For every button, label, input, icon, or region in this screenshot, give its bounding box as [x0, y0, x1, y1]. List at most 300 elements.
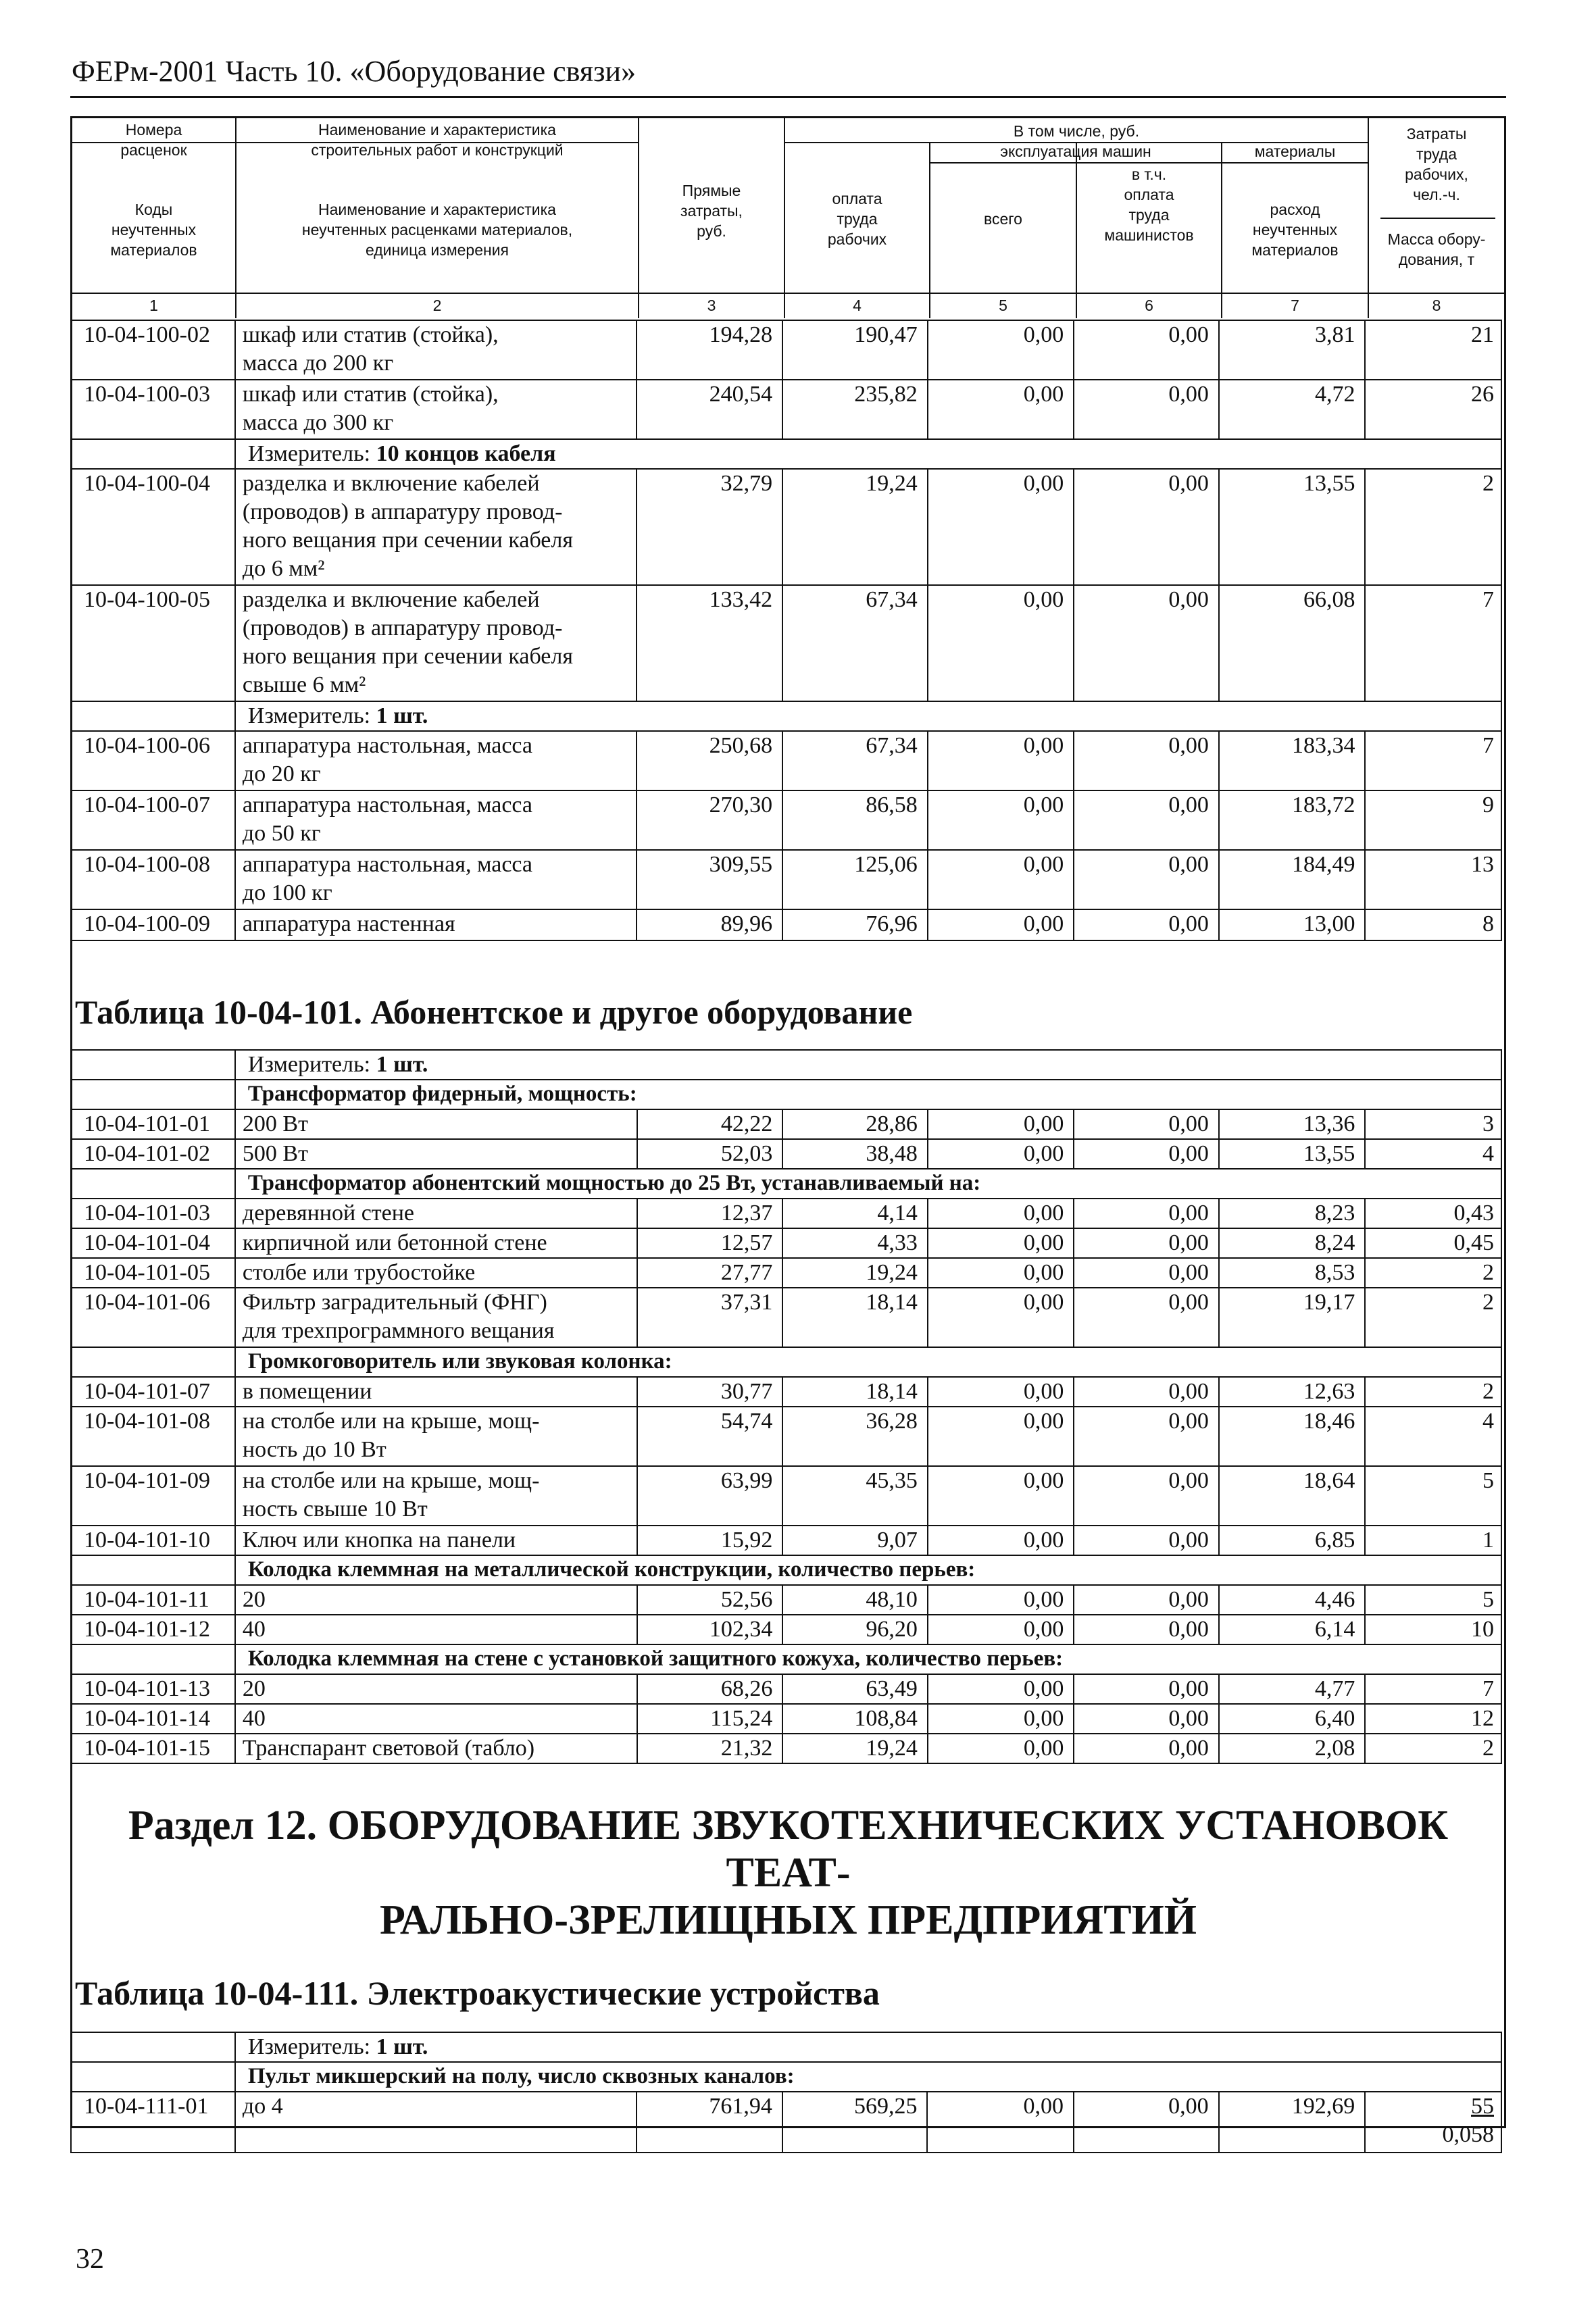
materials: 12,63: [1219, 1377, 1366, 1407]
labor-value: 7: [1482, 587, 1494, 612]
header-col2-bottom: Наименование и характеристика неучтенных расценками материалов, единица измерения: [301, 201, 573, 259]
table-row: [71, 1407, 1501, 1466]
table-row: [71, 1377, 1501, 1407]
direct-costs: 102,34: [637, 1615, 783, 1644]
labor-value: 2: [1482, 1379, 1494, 1404]
operators-wages: 0,00: [1074, 1139, 1218, 1169]
rate-code: 10-04-101-13: [71, 1674, 235, 1704]
rate-name-line: (проводов) в аппаратуру провод-: [242, 499, 563, 524]
rate-code: 10-04-101-12: [71, 1615, 235, 1644]
direct-costs: 54,74: [637, 1407, 783, 1466]
direct-costs: 761,94: [637, 2092, 782, 2153]
labor-costs: [1365, 1407, 1501, 1466]
machines-total: 0,00: [928, 1288, 1074, 1347]
header-rule: [70, 96, 1506, 98]
labor-value: 2: [1482, 1260, 1494, 1285]
labor-costs: [1365, 1526, 1501, 1555]
page-header: ФЕРм-2001 Часть 10. «Оборудование связи»: [72, 55, 636, 88]
operators-wages: 0,00: [1074, 585, 1219, 701]
direct-costs: 21,32: [637, 1734, 783, 1763]
machines-total: 0,00: [928, 1258, 1074, 1288]
header-machines-total: всего: [984, 210, 1022, 228]
rate-code: 10-04-100-08: [71, 850, 235, 909]
table-row: [71, 1139, 1501, 1169]
category-row: [71, 1169, 1501, 1199]
rate-name: [235, 1288, 637, 1347]
wages: 19,24: [782, 469, 928, 585]
header-col2-top: Наименование и характеристика строительных работ и конструкций: [311, 121, 564, 159]
rate-name: [235, 1734, 637, 1763]
labor-costs: [1365, 1734, 1501, 1763]
operators-wages: 0,00: [1074, 1466, 1218, 1526]
header-direct-costs: Прямые затраты, руб.: [680, 182, 743, 240]
labor-value: 0,45: [1453, 1230, 1494, 1255]
rate-code: 10-04-101-05: [71, 1258, 235, 1288]
labor-costs: [1365, 790, 1501, 850]
rate-name-line: 20: [242, 1676, 266, 1701]
operators-wages: 0,00: [1074, 1377, 1218, 1407]
column-number: 2: [432, 297, 442, 314]
rate-name: [235, 2092, 637, 2153]
table-row: [71, 2092, 1501, 2153]
column-number: 3: [707, 297, 716, 314]
labor-value: 10: [1471, 1617, 1494, 1642]
unit-prefix: Измеритель:: [247, 703, 376, 728]
operators-wages: 0,00: [1074, 2092, 1219, 2153]
rate-name-line: для трехпрограммного вещания: [242, 1318, 555, 1343]
rate-code: 10-04-100-06: [71, 731, 235, 790]
table-row: [71, 1228, 1501, 1258]
machines-total: 0,00: [928, 790, 1074, 850]
category-label: Пульт микшерский на полу, число сквозных каналов:: [235, 2062, 1501, 2092]
column-number: 5: [999, 297, 1007, 314]
labor-value: 3: [1482, 1111, 1494, 1136]
table-row: [71, 1674, 1501, 1704]
wages: 9,07: [782, 1526, 928, 1555]
unit-empty-cell: [71, 701, 235, 731]
wages: 36,28: [782, 1407, 928, 1466]
wages: 190,47: [782, 320, 928, 380]
rates-table-101: [70, 1049, 1502, 1764]
rate-name-line: на столбе или на крыше, мощ-: [242, 1468, 540, 1493]
operators-wages: 0,00: [1074, 790, 1219, 850]
rate-name: [235, 1526, 637, 1555]
category-row: [71, 1555, 1501, 1585]
wages: 28,86: [782, 1109, 928, 1139]
category-empty-cell: [71, 2062, 235, 2092]
machines-total: 0,00: [928, 1109, 1074, 1139]
table-101-title: Таблица 10-04-101. Абонентское и другое оборудование: [75, 993, 913, 1031]
labor-value: 2: [1482, 1736, 1494, 1761]
materials: 13,55: [1219, 1139, 1366, 1169]
labor-value: 13: [1471, 852, 1494, 877]
wages: 4,33: [782, 1228, 928, 1258]
direct-costs: 250,68: [637, 731, 782, 790]
rate-name-line: ность свыше 10 Вт: [242, 1496, 428, 1521]
rate-name: [235, 1139, 637, 1169]
column-number: 8: [1432, 297, 1441, 314]
rate-code: 10-04-101-08: [71, 1407, 235, 1466]
materials: 6,40: [1219, 1704, 1366, 1734]
unit-value: 1 шт.: [376, 703, 428, 728]
rate-name: [235, 850, 637, 909]
direct-costs: 309,55: [637, 850, 782, 909]
operators-wages: 0,00: [1074, 320, 1219, 380]
header-col1-top: Номера расценок: [120, 121, 187, 159]
table-row: [71, 850, 1501, 909]
rate-name-line: аппаратура настольная, масса: [242, 733, 533, 758]
rate-name-line: на столбе или на крыше, мощ-: [242, 1409, 540, 1434]
labor-value: 4: [1482, 1409, 1494, 1434]
labor-value: 55: [1471, 2094, 1494, 2119]
rate-name: [235, 585, 637, 701]
unit-label: [235, 1050, 1501, 1080]
rate-name-line: свыше 6 мм²: [242, 672, 366, 697]
wages: 67,34: [782, 585, 928, 701]
document-sheet: [70, 116, 1506, 2147]
materials: 19,17: [1219, 1288, 1366, 1347]
materials: 13,36: [1219, 1109, 1366, 1139]
machines-total: 0,00: [928, 909, 1074, 940]
machines-total: 0,00: [928, 1704, 1074, 1734]
header-materials-usage: расход неучтенных материалов: [1251, 201, 1339, 259]
header-mass: Масса обору- дования, т: [1387, 230, 1486, 268]
labor-costs: [1365, 1199, 1501, 1228]
unit-row: [71, 2032, 1501, 2062]
labor-value: 9: [1482, 793, 1494, 818]
unit-label: [235, 701, 1501, 731]
machines-total: 0,00: [928, 469, 1074, 585]
table-row: [71, 1288, 1501, 1347]
header-group-machines: эксплуатация машин: [1000, 143, 1151, 160]
rate-name-line: аппаратура настольная, масса: [242, 793, 533, 818]
wages: 18,14: [782, 1288, 928, 1347]
rate-code: 10-04-100-02: [71, 320, 235, 380]
rate-name-line: до 100 кг: [242, 880, 332, 905]
wages: 38,48: [782, 1139, 928, 1169]
labor-costs: [1365, 1674, 1501, 1704]
unit-prefix: Измеритель:: [247, 441, 376, 466]
unit-empty-cell: [71, 1050, 235, 1080]
machines-total: 0,00: [928, 1407, 1074, 1466]
rate-code: 10-04-100-09: [71, 909, 235, 940]
rate-code: 10-04-101-09: [71, 1466, 235, 1526]
direct-costs: 52,03: [637, 1139, 783, 1169]
category-label: Громкоговоритель или звуковая колонка:: [235, 1347, 1501, 1377]
header-labor: Затраты труда рабочих, чел.-ч.: [1405, 125, 1468, 203]
rate-name-line: ного вещания при сечении кабеля: [242, 528, 573, 553]
rate-code: 10-04-101-04: [71, 1228, 235, 1258]
operators-wages: 0,00: [1074, 731, 1219, 790]
machines-total: 0,00: [928, 1615, 1074, 1644]
category-empty-cell: [71, 1347, 235, 1377]
table-row: [71, 1466, 1501, 1526]
rate-name: [235, 1407, 637, 1466]
wages: 96,20: [782, 1615, 928, 1644]
materials: 183,72: [1219, 790, 1366, 850]
wages: 45,35: [782, 1466, 928, 1526]
labor-costs: [1365, 1704, 1501, 1734]
labor-value: 2: [1482, 1290, 1494, 1315]
operators-wages: 0,00: [1074, 1674, 1218, 1704]
direct-costs: 15,92: [637, 1526, 783, 1555]
rate-name: [235, 1585, 637, 1615]
rate-name: [235, 380, 637, 439]
category-empty-cell: [71, 1555, 235, 1585]
unit-value: 10 концов кабеля: [376, 441, 556, 466]
wages: 67,34: [782, 731, 928, 790]
wages: 108,84: [782, 1704, 928, 1734]
materials: 18,64: [1219, 1466, 1366, 1526]
rate-name: [235, 1674, 637, 1704]
column-header: [72, 118, 1504, 318]
labor-value: 5: [1482, 1468, 1494, 1493]
table-row: [71, 909, 1501, 940]
rate-name-line: кирпичной или бетонной стене: [242, 1230, 547, 1255]
operators-wages: 0,00: [1074, 1585, 1218, 1615]
category-empty-cell: [71, 1080, 235, 1109]
rate-name: [235, 320, 637, 380]
table-row: [71, 585, 1501, 701]
materials: 18,46: [1219, 1407, 1366, 1466]
labor-costs: [1365, 909, 1501, 940]
labor-costs: [1365, 2092, 1501, 2153]
rate-code: 10-04-111-01: [71, 2092, 235, 2153]
header-operators: в т.ч. оплата труда машинистов: [1104, 166, 1194, 244]
machines-total: 0,00: [928, 1199, 1074, 1228]
direct-costs: 240,54: [637, 380, 782, 439]
table-row: [71, 790, 1501, 850]
unit-prefix: Измеритель:: [247, 2034, 376, 2059]
unit-label: [235, 439, 1501, 469]
machines-total: 0,00: [928, 1734, 1074, 1763]
category-row: [71, 1080, 1501, 1109]
equipment-mass: 0,058: [1442, 2122, 1494, 2147]
wages: 125,06: [782, 850, 928, 909]
header-col1-bottom: Коды неучтенных материалов: [110, 201, 197, 259]
rate-name-line: масса до 200 кг: [242, 351, 394, 376]
wages: 569,25: [782, 2092, 928, 2153]
column-number: 6: [1145, 297, 1153, 314]
rate-code: 10-04-101-15: [71, 1734, 235, 1763]
machines-total: 0,00: [928, 850, 1074, 909]
materials: 183,34: [1219, 731, 1366, 790]
materials: 13,55: [1219, 469, 1366, 585]
labor-value: 8: [1482, 911, 1494, 936]
materials: 4,77: [1219, 1674, 1366, 1704]
category-empty-cell: [71, 1169, 235, 1199]
section-title: Раздел 12. ОБОРУДОВАНИЕ ЗВУКОТЕХНИЧЕСКИХ УСТАНОВОК ТЕАТ- РАЛЬНО-ЗРЕЛИЩНЫХ ПРЕДПРИЯТИЙ: [128, 1803, 1449, 1943]
labor-costs: [1365, 1466, 1501, 1526]
rate-name: [235, 1466, 637, 1526]
materials: 6,85: [1219, 1526, 1366, 1555]
operators-wages: 0,00: [1074, 850, 1219, 909]
wages: 235,82: [782, 380, 928, 439]
machines-total: 0,00: [928, 380, 1074, 439]
rate-code: 10-04-100-05: [71, 585, 235, 701]
rate-name-line: столбе или трубостойке: [242, 1260, 476, 1285]
direct-costs: 133,42: [637, 585, 782, 701]
column-number: 4: [853, 297, 862, 314]
rate-code: 10-04-101-01: [71, 1109, 235, 1139]
rate-name-line: (проводов) в аппаратуру провод-: [242, 615, 563, 640]
labor-value: 0,43: [1453, 1201, 1494, 1226]
rate-code: 10-04-101-02: [71, 1139, 235, 1169]
header-group-materials: материалы: [1254, 143, 1336, 160]
category-row: [71, 1347, 1501, 1377]
operators-wages: 0,00: [1074, 1704, 1218, 1734]
direct-costs: 68,26: [637, 1674, 783, 1704]
direct-costs: 27,77: [637, 1258, 783, 1288]
wages: 63,49: [782, 1674, 928, 1704]
machines-total: 0,00: [928, 1139, 1074, 1169]
rate-name-line: аппаратура настольная, масса: [242, 852, 533, 877]
materials: 66,08: [1219, 585, 1366, 701]
rate-name-line: 200 Вт: [242, 1111, 308, 1136]
operators-wages: 0,00: [1074, 1526, 1218, 1555]
rates-table-100: [70, 320, 1502, 941]
table-row: [71, 1615, 1501, 1644]
rate-name: [235, 1109, 637, 1139]
machines-total: 0,00: [928, 1674, 1074, 1704]
rate-name-line: до 20 кг: [242, 761, 321, 786]
materials: 184,49: [1219, 850, 1366, 909]
rate-name-line: ного вещания при сечении кабеля: [242, 644, 573, 669]
machines-total: 0,00: [928, 1466, 1074, 1526]
rate-name-line: ность до 10 Вт: [242, 1437, 386, 1462]
labor-value: 2: [1482, 471, 1494, 496]
direct-costs: 270,30: [637, 790, 782, 850]
rate-code: 10-04-100-07: [71, 790, 235, 850]
materials: 4,72: [1219, 380, 1366, 439]
table-row: [71, 1704, 1501, 1734]
table-row: [71, 1585, 1501, 1615]
rate-code: 10-04-101-11: [71, 1585, 235, 1615]
wages: 48,10: [782, 1585, 928, 1615]
labor-costs: [1365, 585, 1501, 701]
rate-name: [235, 469, 637, 585]
operators-wages: 0,00: [1074, 380, 1219, 439]
direct-costs: 12,57: [637, 1228, 783, 1258]
table-row: [71, 1258, 1501, 1288]
operators-wages: 0,00: [1074, 1734, 1218, 1763]
operators-wages: 0,00: [1074, 1109, 1218, 1139]
labor-value: 12: [1471, 1706, 1494, 1731]
rate-name-line: до 50 кг: [242, 821, 321, 846]
table-row: [71, 1734, 1501, 1763]
table-row: [71, 380, 1501, 439]
direct-costs: 63,99: [637, 1466, 783, 1526]
labor-costs: [1365, 1288, 1501, 1347]
operators-wages: 0,00: [1074, 1288, 1218, 1347]
rate-name: [235, 1199, 637, 1228]
machines-total: 0,00: [927, 2092, 1074, 2153]
table-row: [71, 320, 1501, 380]
unit-prefix: Измеритель:: [247, 1052, 376, 1077]
direct-costs: 12,37: [637, 1199, 783, 1228]
column-number: 1: [149, 297, 158, 314]
unit-row: [71, 701, 1501, 731]
rate-name: [235, 1704, 637, 1734]
materials: 4,46: [1219, 1585, 1366, 1615]
category-row: [71, 2062, 1501, 2092]
direct-costs: 194,28: [637, 320, 782, 380]
unit-empty-cell: [71, 2032, 235, 2062]
operators-wages: 0,00: [1074, 1258, 1218, 1288]
labor-value: 1: [1482, 1528, 1494, 1553]
rate-name: [235, 909, 637, 940]
header-group-total: В том числе, руб.: [1013, 122, 1140, 140]
rate-name: [235, 731, 637, 790]
category-label: Колодка клеммная на металлической конструкции, количество перьев:: [235, 1555, 1501, 1585]
rate-name-line: Фильтр заградительный (ФНГ): [242, 1290, 547, 1315]
materials: 8,23: [1219, 1199, 1366, 1228]
rate-name-line: 40: [242, 1706, 266, 1731]
wages: 19,24: [782, 1258, 928, 1288]
labor-costs: [1365, 320, 1501, 380]
labor-costs: [1365, 1377, 1501, 1407]
wages: 76,96: [782, 909, 928, 940]
unit-row: [71, 1050, 1501, 1080]
rate-name-line: 20: [242, 1587, 266, 1612]
rate-name-line: шкаф или статив (стойка),: [242, 322, 499, 347]
direct-costs: 52,56: [637, 1585, 783, 1615]
direct-costs: 30,77: [637, 1377, 783, 1407]
operators-wages: 0,00: [1074, 469, 1219, 585]
rate-name-line: Транспарант световой (табло): [242, 1736, 535, 1761]
unit-label: [235, 2032, 1501, 2062]
machines-total: 0,00: [928, 1377, 1074, 1407]
labor-value: 4: [1482, 1141, 1494, 1166]
direct-costs: 89,96: [637, 909, 782, 940]
rate-name-line: до 4: [242, 2094, 283, 2119]
category-label: Трансформатор фидерный, мощность:: [235, 1080, 1501, 1109]
unit-value: 1 шт.: [376, 1052, 428, 1077]
labor-costs: [1365, 1585, 1501, 1615]
page-number: 32: [76, 2244, 104, 2275]
rate-name-line: до 6 мм²: [242, 556, 325, 581]
rate-name: [235, 1615, 637, 1644]
rate-name: [235, 1228, 637, 1258]
labor-costs: [1365, 1139, 1501, 1169]
unit-value: 1 шт.: [376, 2034, 428, 2059]
labor-costs: [1365, 1228, 1501, 1258]
operators-wages: 0,00: [1074, 909, 1219, 940]
labor-costs: [1365, 731, 1501, 790]
rate-name-line: 500 Вт: [242, 1141, 308, 1166]
direct-costs: 32,79: [637, 469, 782, 585]
operators-wages: 0,00: [1074, 1228, 1218, 1258]
direct-costs: 115,24: [637, 1704, 783, 1734]
operators-wages: 0,00: [1074, 1199, 1218, 1228]
operators-wages: 0,00: [1074, 1615, 1218, 1644]
header-wages: оплата труда рабочих: [827, 190, 887, 248]
category-empty-cell: [71, 1644, 235, 1674]
rate-name-line: разделка и включение кабелей: [242, 471, 540, 496]
unit-row: [71, 439, 1501, 469]
materials: 6,14: [1219, 1615, 1366, 1644]
table-row: [71, 469, 1501, 585]
table-111-title: Таблица 10-04-111. Электроакустические устройства: [75, 1974, 880, 2012]
rate-code: 10-04-101-10: [71, 1526, 235, 1555]
rate-code: 10-04-101-03: [71, 1199, 235, 1228]
wages: 86,58: [782, 790, 928, 850]
labor-costs: [1365, 850, 1501, 909]
table-row: [71, 1199, 1501, 1228]
rate-name: [235, 1377, 637, 1407]
rate-name-line: в помещении: [242, 1379, 372, 1404]
machines-total: 0,00: [928, 585, 1074, 701]
